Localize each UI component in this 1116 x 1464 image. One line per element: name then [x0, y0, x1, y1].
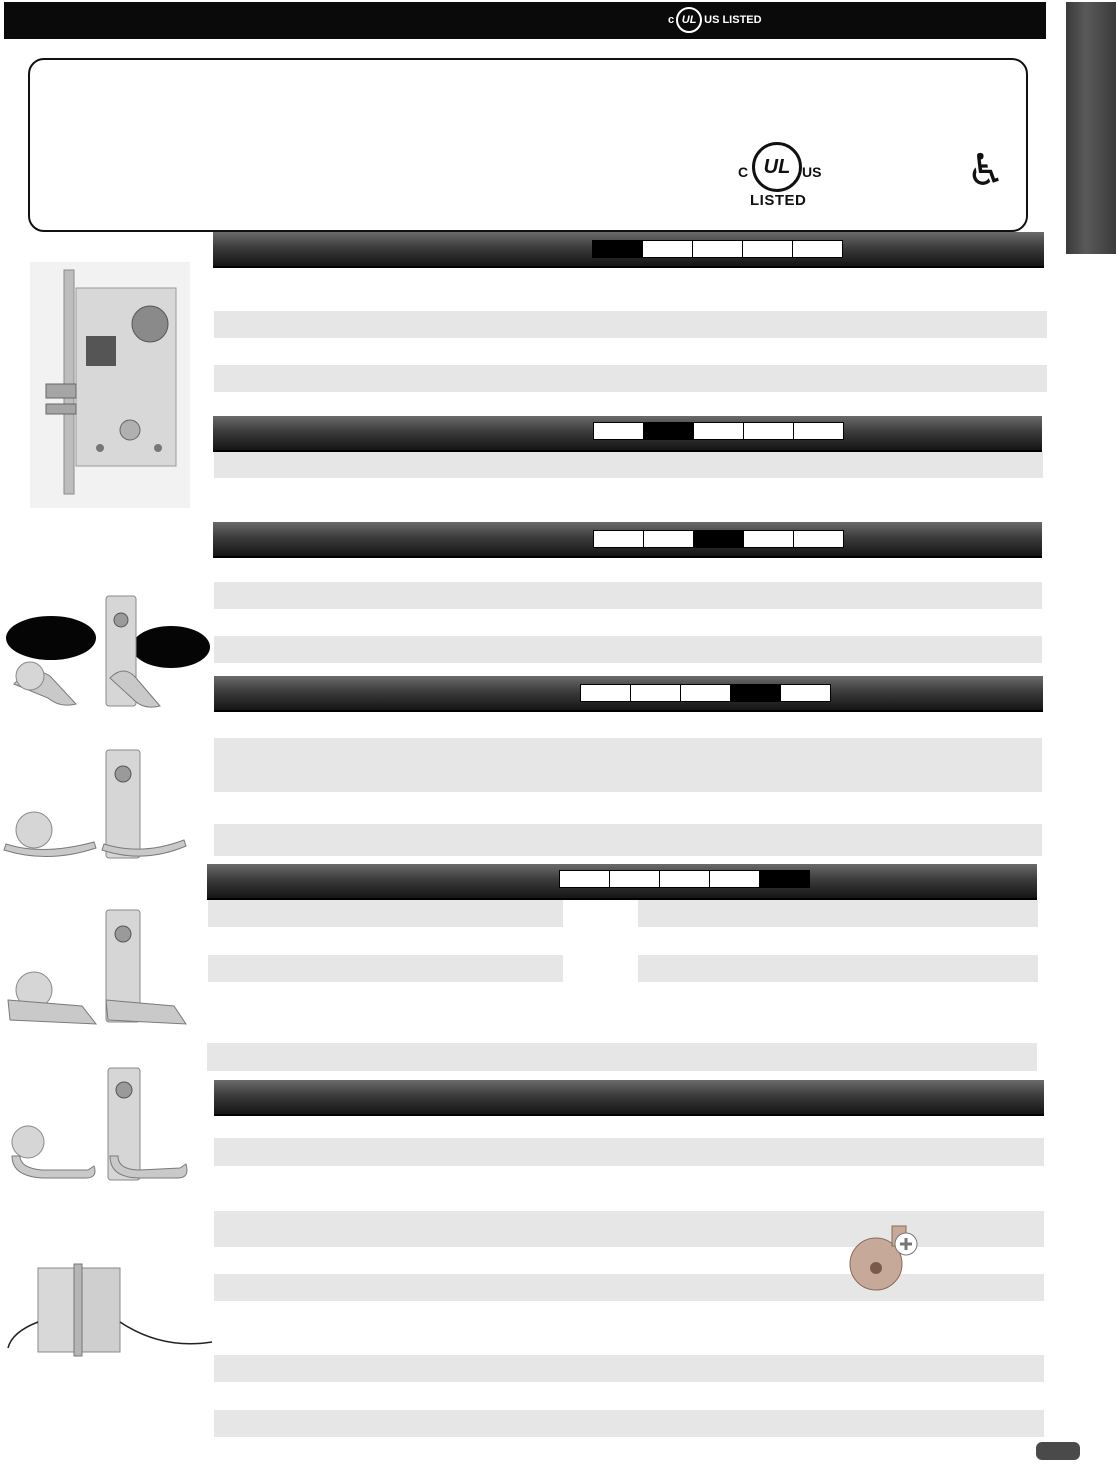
table-row-stripe [214, 311, 1047, 338]
selector-cell [794, 531, 843, 547]
selector-cell [693, 241, 743, 257]
selector-cell [594, 423, 644, 439]
selector-bar-3 [593, 530, 844, 548]
selector-cell [744, 531, 794, 547]
selector-cell [793, 241, 842, 257]
selector-cell [593, 241, 643, 257]
section-header-6 [214, 1080, 1044, 1116]
selector-cell [743, 241, 793, 257]
selector-bar-5 [559, 870, 810, 888]
selector-cell [560, 871, 610, 887]
lever-handle-photo [2, 1066, 190, 1190]
wheelchair-accessible-icon: ♿ [966, 145, 1006, 196]
selector-cell [594, 531, 644, 547]
ul-logo-text: UL [681, 14, 697, 26]
mortise-lock-photo [30, 262, 190, 508]
ul-logo-text: UL [763, 155, 791, 178]
table-row-stripe [214, 582, 1042, 609]
table-row-stripe [208, 955, 563, 982]
selector-cell [681, 685, 731, 701]
ul-c-letter: C [738, 164, 749, 180]
ul-logo-icon [752, 142, 802, 192]
selector-cell [710, 871, 760, 887]
table-row-stripe [214, 1138, 1044, 1166]
selector-cell [644, 531, 694, 547]
ul-listed-mark-small [668, 6, 762, 34]
selector-bar-2 [593, 422, 844, 440]
lever-handle-photo [2, 908, 188, 1032]
lever-handle-photo [2, 746, 188, 866]
table-row-stripe [638, 900, 1038, 927]
table-row-stripe [208, 900, 563, 927]
selector-cell [631, 685, 681, 701]
table-row-stripe [214, 452, 1043, 478]
ul-logo-icon [676, 7, 702, 33]
table-row-stripe [214, 824, 1042, 856]
selector-cell [694, 531, 744, 547]
ul-us-letters: US [802, 164, 822, 180]
ul-listed-text: US LISTED [704, 14, 762, 26]
ul-listed-label: LISTED [750, 192, 807, 209]
hinge-photo [2, 1262, 214, 1362]
lever-handle-photo [2, 594, 172, 714]
page-number-tab [1036, 1442, 1080, 1460]
table-row-stripe [207, 1043, 1037, 1071]
selector-bar-1 [592, 240, 843, 258]
ul-c-letter: c [668, 14, 675, 26]
selector-cell [760, 871, 809, 887]
selector-bar-4 [580, 684, 831, 702]
selector-cell [781, 685, 830, 701]
table-row-stripe [214, 1355, 1044, 1382]
selector-cell [610, 871, 660, 887]
certification-box [28, 58, 1028, 232]
selector-cell [731, 685, 781, 701]
selector-cell [643, 241, 693, 257]
table-row-stripe [214, 1410, 1044, 1437]
selector-cell [644, 423, 694, 439]
table-row-stripe [214, 365, 1047, 392]
table-row-stripe [214, 636, 1042, 663]
selector-cell [794, 423, 843, 439]
ul-listed-logo [738, 142, 822, 210]
section-side-tab [1066, 2, 1116, 254]
selector-cell [581, 685, 631, 701]
cylinder-photo [846, 1222, 922, 1294]
table-row-stripe [638, 955, 1038, 982]
selector-cell [660, 871, 710, 887]
table-row-stripe [214, 738, 1042, 792]
selector-cell [694, 423, 744, 439]
top-banner [4, 2, 1046, 39]
selector-cell [744, 423, 794, 439]
